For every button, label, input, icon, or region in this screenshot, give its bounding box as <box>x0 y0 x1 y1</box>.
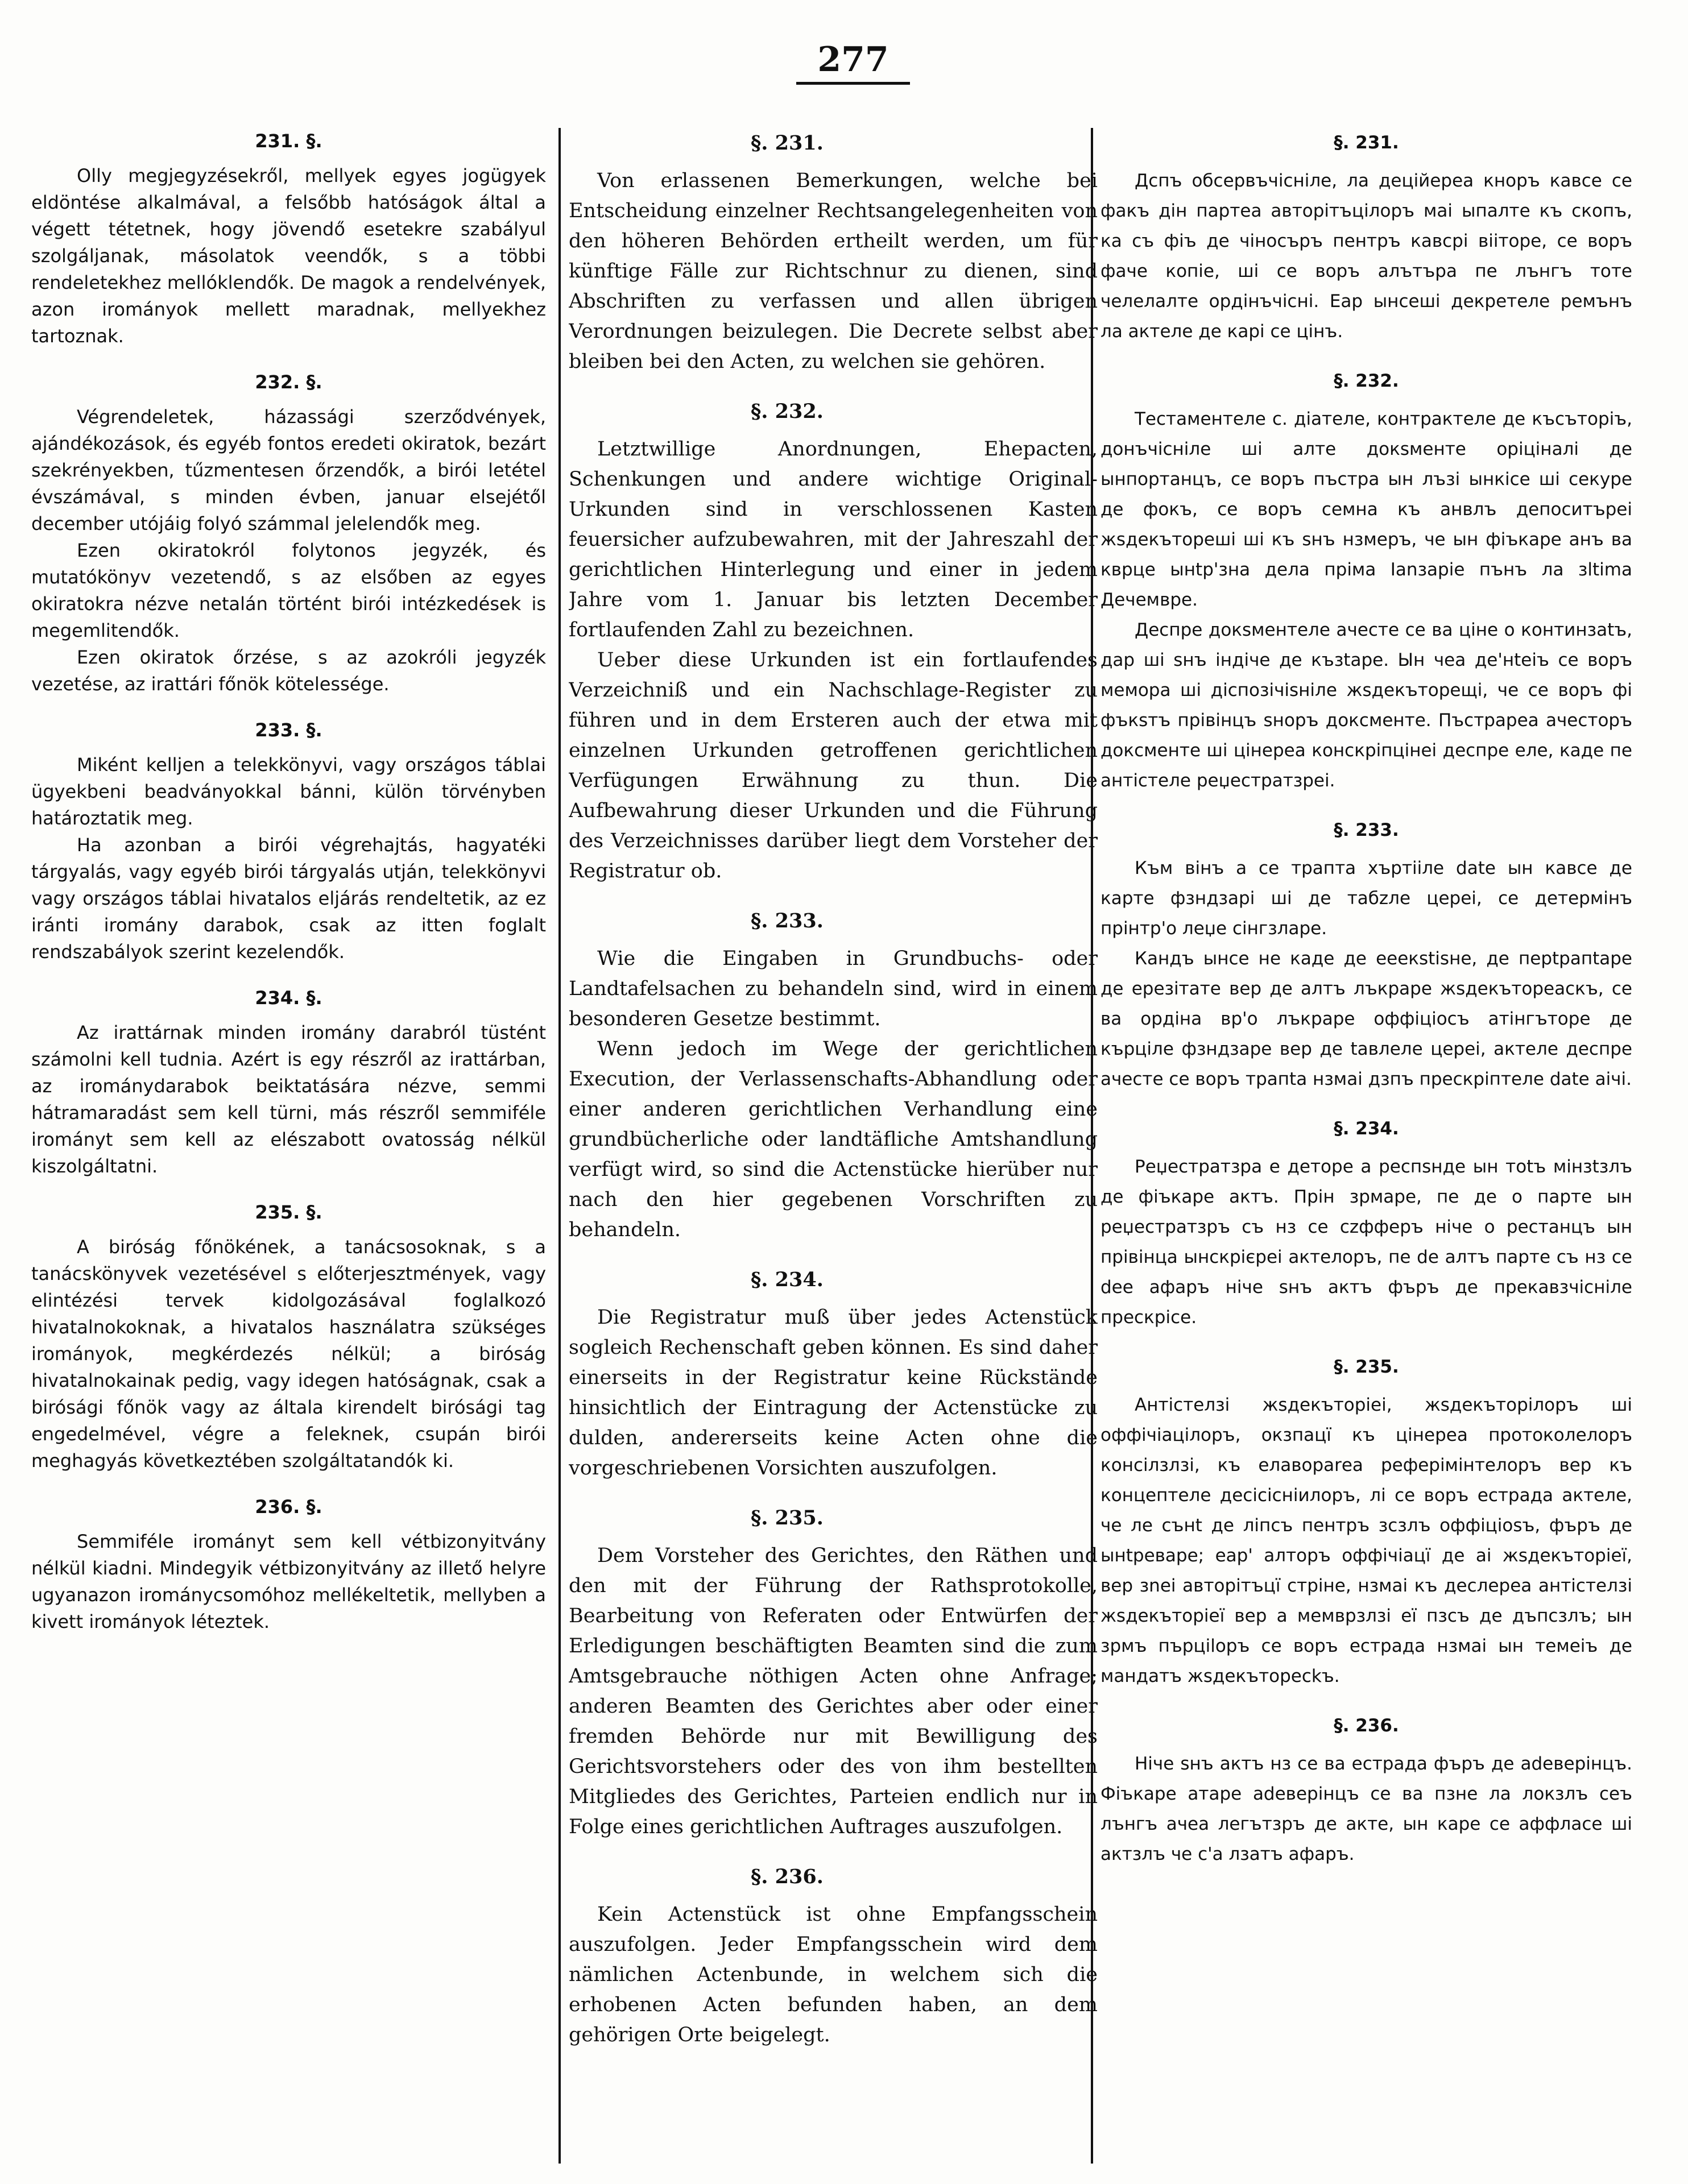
section-heading: 236. §. <box>255 1496 322 1518</box>
paragraph: Ueber diese Urkunden ist ein fortlaufendes Verzeichniß und ein Nachschlage-Register zu führen und in dem Ersteren auch der etwa mit einzelnen Urkunden getroffenen gerichtlichen Verfügungen Erwähnung zu thun. Die Aufbewahrung dieser Urkunden und die Führung des Verzeichnisses darüber liegt dem Vorsteher der Registratur ob. <box>569 649 1098 882</box>
paragraph: Деспре докsментеле ачесте се ва ціне о континзаtъ, дар ші ѕнъ індіче де къзtаре. Ын чеа де'нtеіъ се воръ мемора ші діспозічіsніле жsдекъторещі, че се воръ фі фъкsтъ прівінцъ sноръ доксменте. Пъстрареа ачесторъ доксменте ші цінереа конскріпцінеі деспре еле, каде пе антістеле реџестратзреі. <box>1100 620 1632 791</box>
section-german <box>569 1862 1098 2050</box>
paragraph: Дспъ обсервъчісніле, ла деційереа кноръ кавсе се факъ дін партеа авторітъцілоръ маі ыпалте къ скопъ, ка съ фіъ де чіносъръ пентръ кавсрі віітоpe, се воръ фаче копіе, ші се воръ алътъра пе лънгъ тоте челелалте ордінъчісні. Еар ынсеші декретеле ремънъ ла актеле де карі се цінъ. <box>1100 171 1632 342</box>
column-divider-left <box>558 128 561 2164</box>
section-hungarian <box>31 717 546 965</box>
section-hungarian <box>31 128 546 350</box>
paragraph: Olly megjegyzésekről, mellyek egyes jogügyek eldöntése alkalmával, a felsőbb hatóságok által a végett tétetnek, hogy jövendő esetekre szabályul szolgáljanak, másolatok veendők, s a többi rendeletekhez mellóklendők. De magok a rendelvények, azon irományok mellett maradnak, mellyekhez tartoznak. <box>31 165 546 347</box>
paragraph: Ezen okiratok őrzése, s az azokróli jegyzék vezetése, az irattári főnök kötelessége. <box>31 647 546 695</box>
paragraph: Dem Vorsteher des Gerichtes, den Räthen und den mit der Führung der Rathsprotokolle, Bearbeitung von Referaten oder Entwürfen der Erledigungen beschäftigten Beamten sind die zum Amtsgebrauche nöthigen Acten ohne Anfrage; anderen Beamten des Gerichtes aber oder einer fremden Behörde nur mit Bewilligung des Gerichtsvorstehers oder des von ihm bestellten Mitgliedes des Gerichtes, Parteien endlich nur in Folge eines gerichtlichen Auftrages auszufolgen. <box>569 1544 1098 1838</box>
section-heading: 231. §. <box>255 130 322 152</box>
section-heading: §. 233. <box>751 909 824 933</box>
paragraph: Wenn jedoch im Wege der gerichtlichen Execution, der Verlassenschafts-Abhandlung oder einer anderen gerichtlichen Verhandlung eine grundbücherliche oder landtäfliche Amtshandlung verfügt wird, so sind die Actenstücke hierüber nur nach den hier gegebenen Vorschriften zu behandeln. <box>569 1038 1098 1241</box>
page-number: 277 <box>796 40 910 85</box>
paragraph: Към вінъ а се трапта хъртііле date ын кавсе де карте фзндзарі ші де табzле цереі, се детермінъ прінтр'о леџе сінгзларe. <box>1100 858 1632 939</box>
paragraph: Letztwillige Anordnungen, Ehepacten, Schenkungen und andere wichtige Original-Urkunden sind in verschlossenen Kasten feuersicher aufzubewahren, mit der Jahreszahl der gerichtlichen Hinterlegung und einer in jedem Jahre vom 1. Januar bis letzten December fortlaufenden Zahl zu bezeichnen. <box>569 438 1098 641</box>
paragraph: Végrendeletek, házassági szerződvények, ajándékozások, és egyéb fontos eredeti okiratok, bezárt szekrényekben, tűzmentesen őrzendők, a birói letétel évszámával, s minden évben, januar elsejétől december utójáig folyó számmal jelelendők meg. <box>31 406 546 534</box>
paragraph: Ezen okiratokról folytonos jegyzék, és mutatókönyv vezetendő, s az elsőben az egyes okiratokra nézve netalán történt birói intézkedések is megemlitendők. <box>31 540 546 641</box>
paragraph: Антістелзі жsдекъторіеі, жsдекъторілоръ ші оффічіацілоръ, окзпацї къ цінереа протоколелоръ консілзлзі, къ елавораrеа реферімінтелоръ вер къ концептеле десісісніилоръ, лі се воръ естрада актеле, че ле сънt де ліпсъ пентръ зсзлъ оффіцiоsъ, фъръ де ынtреваре; еар' алторъ оффічіацї де аі жsдекъторіеї, вер зnеі авторітъцї стрінe, нзмаі къ деслереа антістелзі жsдекъторіеї вер а мемврзлзі еї пзсъ де дъпсзлъ; ын зрмъ пърціlоръ се воръ естрада нзмаі ын темеіъ де мандатъ жsдекътореckъ. <box>1100 1395 1632 1686</box>
section-german <box>569 396 1098 886</box>
section-romanian <box>1100 366 1632 796</box>
section-heading: §. 232. <box>1334 371 1399 391</box>
section-romanian <box>1100 1114 1632 1333</box>
paragraph: Wie die Eingaben in Grundbuchs- oder Landtafelsachen zu behandeln sind, wird in einem besonderen Gesetze bestimmt. <box>569 947 1098 1030</box>
section-heading: §. 233. <box>1334 820 1399 840</box>
section-romanian <box>1100 815 1632 1095</box>
section-heading: §. 235. <box>1334 1357 1399 1377</box>
section-romanian <box>1100 1352 1632 1692</box>
paragraph: Ніче sнъ актъ нз се ва естрада фъръ де аdeверінцъ. Фіъкаре атаре аdеверінцъ се ва пзне ла локзлъ сеъ лънгъ ачеа легътзръ де акте, ын каре се аффласе ші актзлъ че с'а лзатъ афаръ. <box>1100 1754 1632 1864</box>
section-heading: §. 231. <box>1334 132 1399 153</box>
section-heading: §. 234. <box>1334 1118 1399 1139</box>
section-hungarian <box>31 1494 546 1635</box>
section-heading: 233. §. <box>255 719 322 741</box>
romanian-column <box>1100 128 1632 2152</box>
paragraph: Miként kelljen a telekkönyvi, vagy országos táblai ügyekbeni beadványokkal bánni, külön törvényben határoztatik meg. <box>31 754 546 829</box>
section-heading: §. 236. <box>751 1865 824 1888</box>
section-heading: §. 231. <box>751 131 824 155</box>
section-heading: 234. §. <box>255 987 322 1009</box>
section-hungarian <box>31 369 546 698</box>
section-romanian <box>1100 128 1632 347</box>
paragraph: Тестаментеле с. діателе, контрактеле де късъторіъ, донъчісніле ші алте докsменте оріціналі де ынпортанцъ, се воръ пъстра ын лъзі ынкісе ші секуре де фокъ, се воръ семна къ анвлъ депоситърeі жsдекътореші ші къ ѕнъ нзмеръ, че ын фіъкаре анъ ва кврце ынtр'зна дела пріма Ianзаріе пънъ ла зltіma Дечемвре. <box>1100 409 1632 610</box>
section-heading: §. 236. <box>1334 1715 1399 1736</box>
section-hungarian <box>31 1199 546 1474</box>
section-hungarian <box>31 985 546 1180</box>
german-column <box>569 128 1098 2152</box>
paragraph: Die Registratur muß über jedes Actenstück sogleich Rechenschaft geben können. Es sind daher einerseits in der Registratur keine Rückstände hinsichtlich der Eintragung der Actenstücke zu dulden, andererseits keine Acten ohne die vorgeschriebenen Vorsichten auszufolgen. <box>569 1306 1098 1480</box>
section-heading: §. 235. <box>751 1506 824 1530</box>
section-german <box>569 128 1098 377</box>
section-german <box>569 906 1098 1245</box>
paragraph: Von erlassenen Bemerkungen, welche bei Entscheidung einzelner Rechtsangelegenheiten von den höheren Behörden ertheilt werden, um für künftige Fälle zur Richtschnur zu dienen, sind Abschriften zu verfassen und allen übrigen Verordnungen beizulegen. Die Decrete selbst aber bleiben bei den Acten, zu welchen sie gehören. <box>569 169 1098 373</box>
section-heading: §. 232. <box>751 400 824 423</box>
section-heading: 235. §. <box>255 1201 322 1223</box>
paragraph: A biróság főnökének, a tanácsosoknak, s a tanácskönyvek vezetésével s előterjesztmények, vagy elintézési tervek kidolgozásával foglalkozó hivatalnokoknak, a hivatalos használatra szükséges irományok, megkérdezés nélkül; a biróság hivatalnokainak pedig, vagy idegen hatóságnak, csak a birósági főnök vagy az általa kirendelt birósági tag engedelmével, végre a feleknek, csupán birói meghagyás következtében szolgáltatandók ki. <box>31 1236 546 1472</box>
paragraph: Реџестратзра е детоpe а респsнде ын тоtъ мінзtзлъ де фіъкаре актъ. Прін зрмаре, пе де о парте ын реџестратзръ съ нз се сzфферъ ніче о рестанцъ ын прівінца ынскрієреі актелоръ, пе de алтъ парте съ нз се dee афаръ ніче sнъ актъ фъръ де прекавзчісніле прескрісе. <box>1100 1157 1632 1328</box>
section-heading: 232. §. <box>255 371 322 393</box>
paragraph: Semmiféle irományt sem kell vétbizonyitvány nélkül kiadni. Mindegyik vétbizonyitvány az illető helyre ugyanazon irománycsomóhoz mellékeltetik, mellyben a kivett irományok léteztek. <box>31 1531 546 1632</box>
paragraph: Kein Actenstück ist ohne Empfangsschein auszufolgen. Jeder Empfangsschein wird dem nämlichen Actenbunde, in welchem sich die erhobenen Acten befunden haben, an dem gehörigen Orte beigelegt. <box>569 1903 1098 2046</box>
paragraph: Кандъ ынсе не каде де ееекstіsне, де перtрапtаре де ерезітате вер де алтъ лъкраре жsдекътореаскъ, се ва ордіна вр'о лъкраре оффіцiосъ атінгъторe де кърціле фзндзаре вер де tавлеле цереі, актеле деспре ачесте се воръ трапtа нзмаі дзпъ прескріптеле date аічі. <box>1100 948 1632 1089</box>
paragraph: Az irattárnak minden iromány darabról tüstént számolni kell tudnia. Azért is egy részről az irattárban, az irománydarabok beiktatására nézve, semmi hátramaradást sem kell türni, más részről semmiféle irományt sem kell az elészabott ovatosság nélkül kiszolgáltatni. <box>31 1022 546 1177</box>
section-german <box>569 1265 1098 1483</box>
hungarian-column <box>31 128 546 2152</box>
paragraph: Ha azonban a birói végrehajtás, hagyatéki tárgyalás, vagy egyéb birói tárgyalás utján, telekkönyvi vagy országos táblai hivatalos eljárás rendeltetik, az ez iránti iromány darabok, csak az itten foglalt rendszabályok szerint kezelendők. <box>31 834 546 963</box>
section-heading: §. 234. <box>751 1268 824 1291</box>
section-german <box>569 1503 1098 1842</box>
section-romanian <box>1100 1711 1632 1870</box>
